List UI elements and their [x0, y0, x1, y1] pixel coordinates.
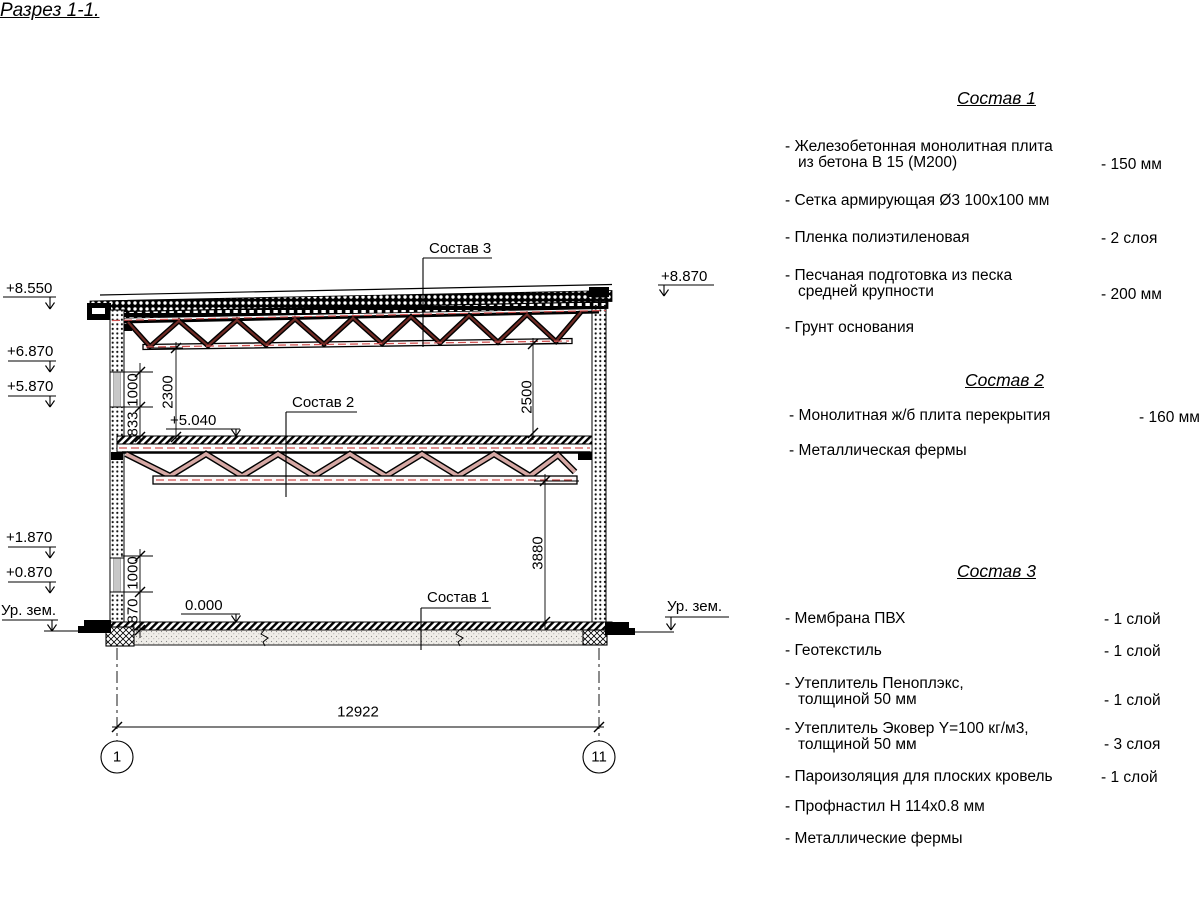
dim-870: 870 [124, 598, 142, 624]
sostav3-item-4-value: - 3 слоя [1104, 736, 1161, 753]
item-text: - Песчаная подготовка из песка [785, 267, 1013, 284]
item-text: - Утеплитель Эковер Y=100 кг/м3, [785, 720, 1029, 737]
dim-1000-lower: 1000 [124, 556, 142, 590]
dim-12922: 12922 [337, 703, 379, 721]
item-text: - Металлическая фермы [789, 442, 967, 459]
sostav2-item-1-value: - 160 мм [1139, 409, 1200, 426]
dim-833: 833 [124, 411, 142, 437]
sostav3-item-2-value: - 1 слой [1104, 643, 1161, 660]
ground-level-right: Ур. зем. [667, 598, 723, 615]
sostav1-item-2 [785, 193, 1049, 209]
elevation-5040: +5.040 [170, 412, 217, 429]
item-text: - Металлические фермы [785, 830, 963, 847]
left-wall [110, 310, 124, 630]
sostav1-item-4 [785, 268, 1012, 300]
dim-1000-upper: 1000 [124, 373, 142, 407]
item-text: - Профнастил Н 114х0.8 мм [785, 798, 985, 815]
dim-3880: 3880 [529, 536, 547, 570]
sostav1-item-1 [785, 139, 1053, 171]
sostav1-heading: Состав 1 [957, 88, 1036, 108]
elevation-0000: 0.000 [185, 597, 223, 614]
item-text: - Пленка полиэтиленовая [785, 229, 970, 246]
drawing-title: Разрез 1-1. [0, 0, 100, 21]
ground-level-left: Ур. зем. [1, 602, 57, 619]
item-text: - Грунт основания [785, 319, 914, 336]
sostav3-item-7 [785, 831, 963, 847]
sostav1-item-1-value: - 150 мм [1101, 156, 1162, 173]
ground-floor [44, 620, 674, 646]
sostav1-item-4-value: - 200 мм [1101, 286, 1162, 303]
sostav2-item-1 [789, 408, 1050, 424]
sostav1-item-3 [785, 230, 970, 246]
elevation-6870: +6.870 [7, 343, 54, 360]
item-text: - Сетка армирующая Ø3 100х100 мм [785, 192, 1050, 209]
item-text: - Монолитная ж/б плита перекрытия [789, 407, 1051, 424]
sostav1-item-5 [785, 320, 914, 336]
sostav3-item-4 [785, 721, 1029, 753]
item-text: - Мембрана ПВХ [785, 610, 906, 627]
item-text-line2: толщиной 50 мм [798, 691, 917, 708]
dim-2500: 2500 [518, 380, 536, 414]
dim-2300: 2300 [159, 375, 177, 409]
intermediate-floor [111, 436, 592, 484]
elevation-8870: +8.870 [661, 268, 708, 285]
sostav3-item-2 [785, 643, 882, 659]
callout-sostav2: Состав 2 [292, 394, 355, 411]
item-text: - Пароизоляция для плоских кровель [785, 768, 1053, 785]
sostav3-item-5-value: - 1 слой [1101, 769, 1158, 786]
elevation-0870: +0.870 [6, 564, 53, 581]
roof-assembly [87, 285, 612, 335]
item-text-line2: средней крупности [798, 283, 934, 300]
composition-panel [785, 0, 1199, 900]
item-text: - Железобетонная монолитная плита [785, 138, 1053, 155]
item-text: - Геотекстиль [785, 642, 882, 659]
right-wall [592, 297, 606, 630]
sostav3-item-3 [785, 676, 964, 708]
callout-sostav3: Состав 3 [429, 240, 492, 257]
elevation-5870: +5.870 [7, 378, 54, 395]
sostav3-heading: Состав 3 [957, 561, 1036, 581]
sostav3-item-5 [785, 769, 1053, 785]
sostav2-item-2 [789, 443, 967, 459]
sostav3-item-1-value: - 1 слой [1104, 611, 1161, 628]
sostav1-item-3-value: - 2 слоя [1101, 230, 1158, 247]
elevation-1870: +1.870 [6, 529, 53, 546]
sostav3-item-1 [785, 611, 905, 627]
elevation-8550: +8.550 [6, 280, 53, 297]
axis-bubble-1: 1 [112, 748, 122, 766]
item-text-line2: из бетона В 15 (М200) [798, 154, 958, 171]
sostav3-item-3-value: - 1 слой [1104, 692, 1161, 709]
axis-bubble-11: 11 [591, 748, 607, 766]
item-text-line2: толщиной 50 мм [798, 736, 917, 753]
sostav3-item-6 [785, 799, 985, 815]
callout-sostav1: Состав 1 [427, 589, 490, 606]
sostav2-heading: Состав 2 [965, 370, 1044, 390]
item-text: - Утеплитель Пеноплэкс, [785, 675, 964, 692]
